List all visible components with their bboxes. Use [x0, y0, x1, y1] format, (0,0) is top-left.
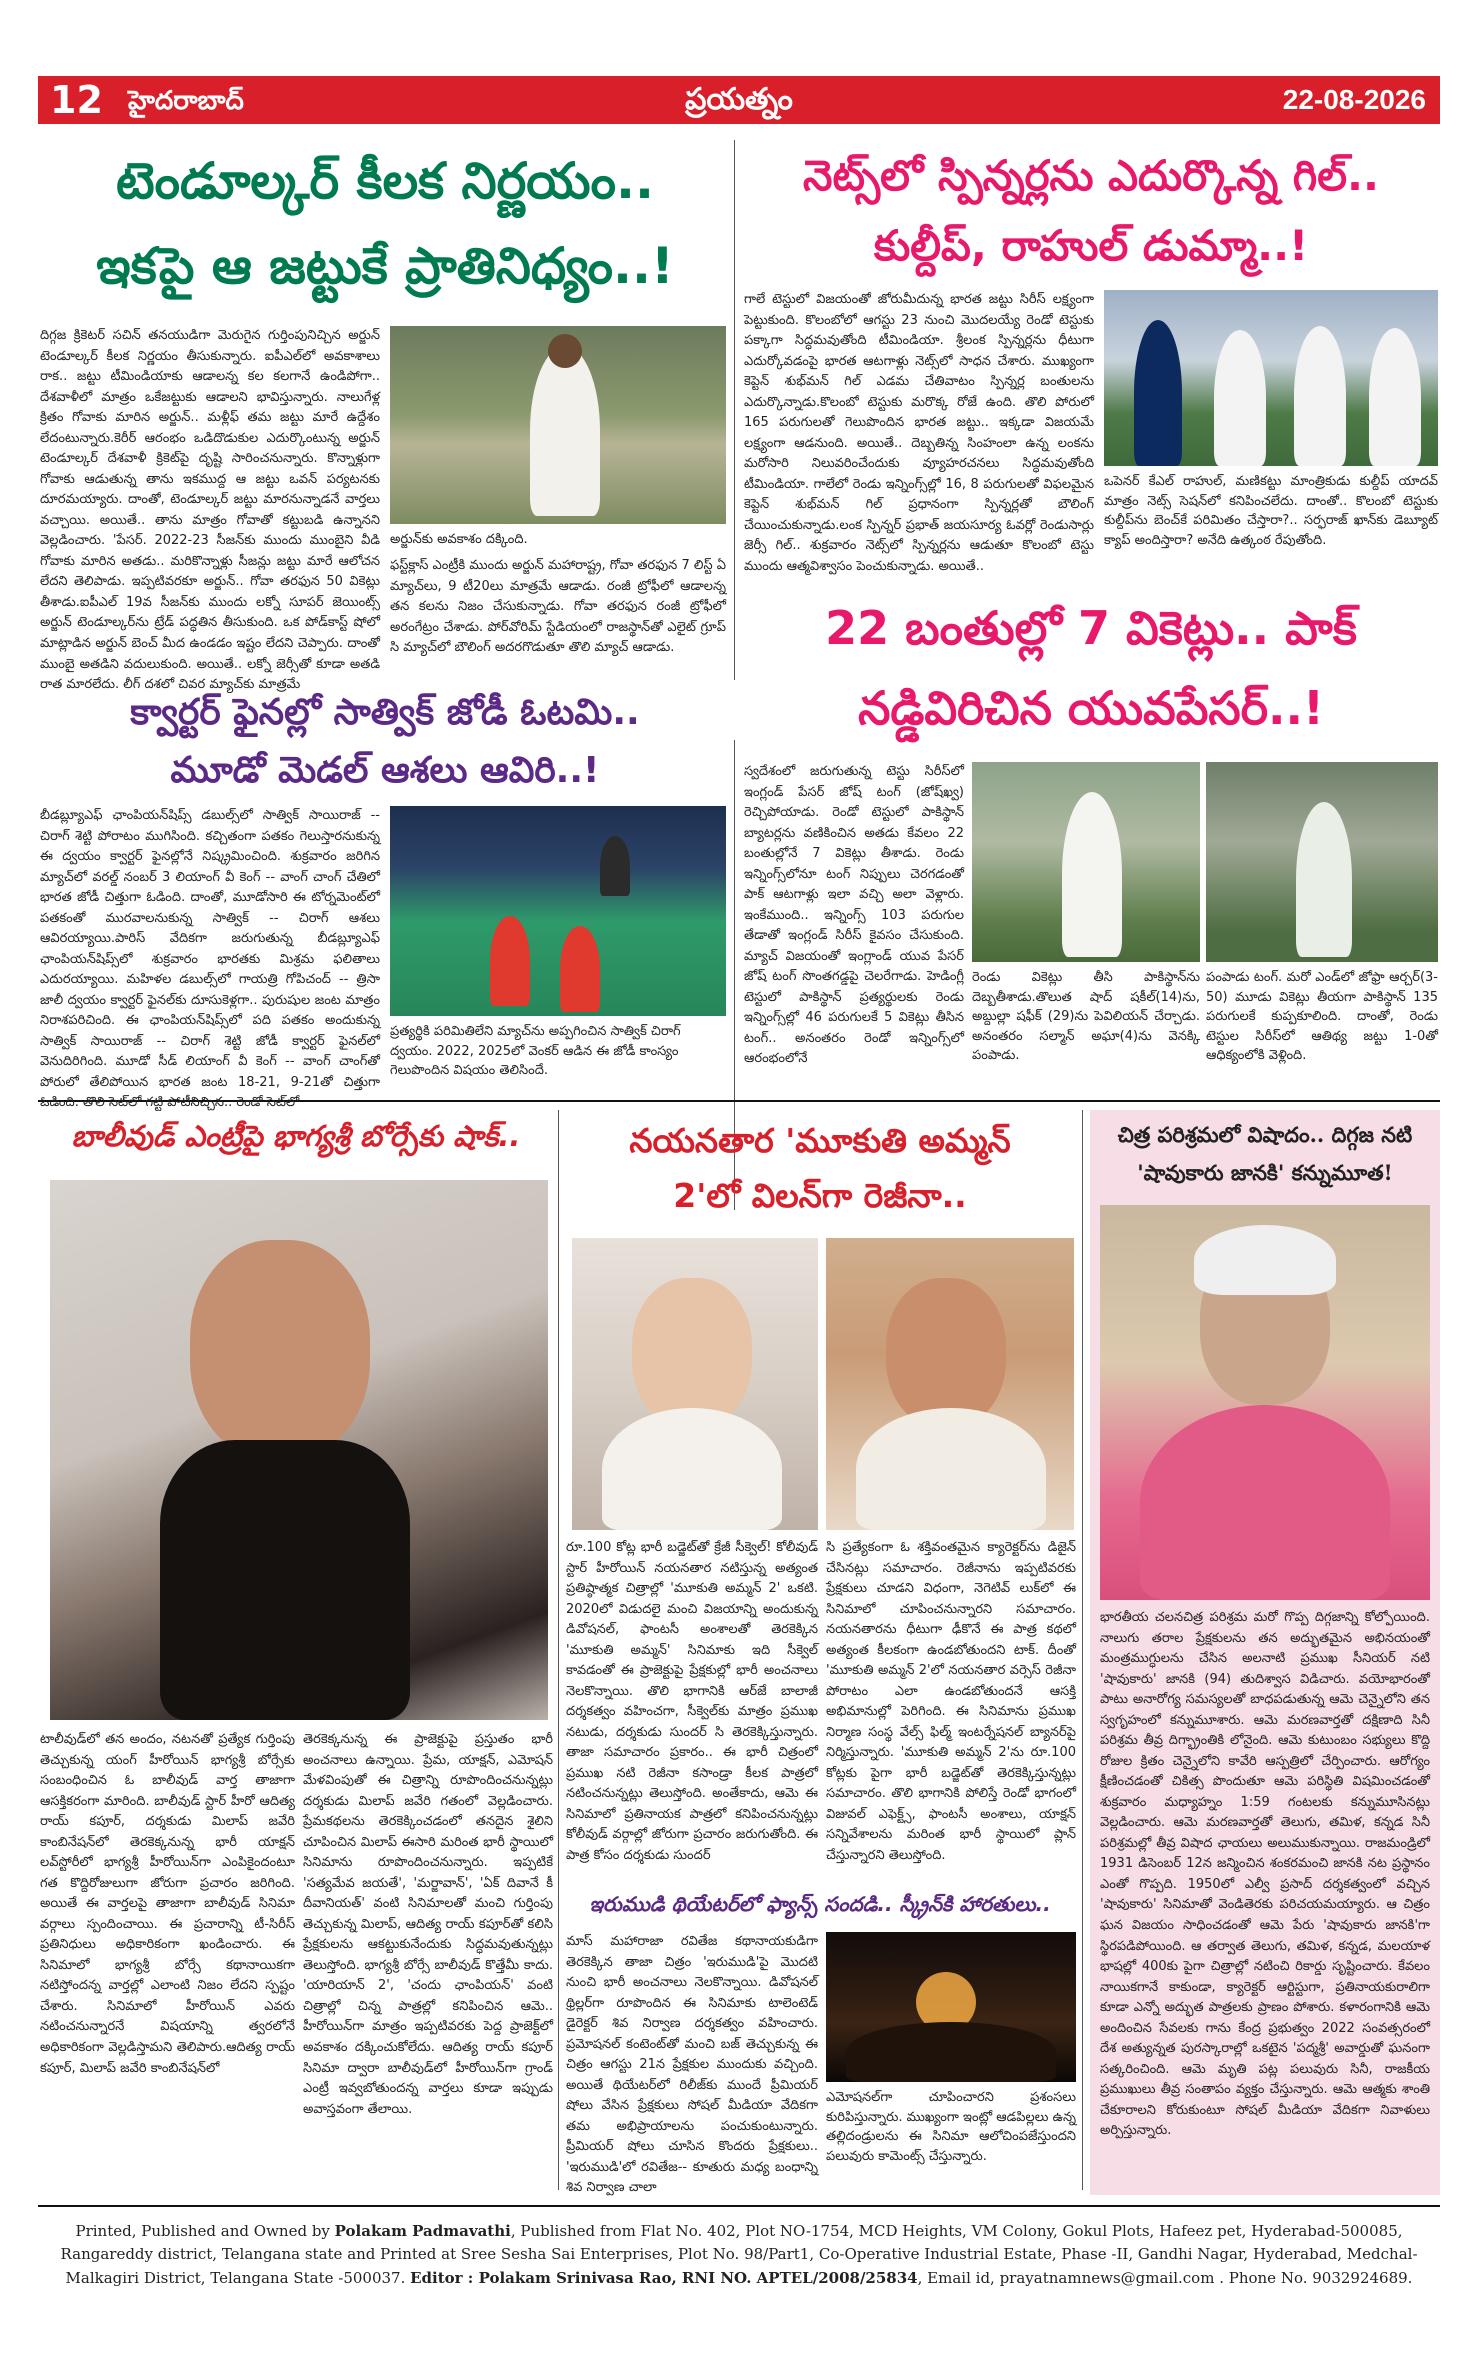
janaki-photo	[1100, 1205, 1430, 1600]
satwik-body: బీడబ్ల్యూఎఫ్ ఛాంపియన్‌షిప్స్ డబుల్స్‌లో సాత్విక్ సాయిరాజ్ -- చిరాగ్ శెట్టి పోరాటం ముగిసింది. కచ్చితంగా పతకం గెలుస్తారనుకున్న ఈ ద్వయం క్వార్టర్ ఫైనల్లోనే నిష్క్రమించింది. శుక్రవారం జరిగిన మ్యాచ్‌లో వరల్డ్ నంబర్ 3 లియాంగ్ వీ కెంగ్ -- వాంగ్ చాంగ్ చేతిలో భారత జోడీ చిత్తుగా ఓడింది. దాంతో, మూడోసారి ఈ టోర్నమెంట్‌లో పతకంతో మురవాలనుకున్న సాత్విక్ -- చిరాగ్ ఆశలు ఆవిరయ్యాయి.పారిస్ వేదికగా జరుగుతున్న బీడబ్ల్యూఎఫ్ ఛాంపియన్‌షిప్స్‌లో శుక్రవారం భారతకు మిశ్రమ ఫలితాలు ఎదురయ్యాయి. మహిళల డబుల్స్‌లో గాయత్రి గోపిచంద్ -- త్రిసా జాలీ ద్వయం క్వార్టర్ ఫైనల్‌కు దూసుకెళ్లగా.. పురుషుల జంట మాత్రం నిరాశపరిచింది. ఈ ఛాంపియన్‌షిప్స్‌లో పది పతకం అందుకున్న సాత్విక్ సాయిరాజ్ -- చిరాగ్ శెట్టి జోడీ క్వార్టర్ ఫైనల్‌లో వెనుదిరిగింది. మూడో సీడ్ లియాంగ్ వీ కెంగ్ -- వాంగ్ చాంగ్‌తో పోరులో తేలిపోయిన భారత జంట 18-21, 9-21తో చిత్తుగా ఓడింది. తొలి సెట్‌లో గట్టి పోటీనిచ్చిన.. రెండో సెట్‌లో	[40, 808, 380, 1111]
nayanthara-headline-2: 2'లో విలన్‌గా రెజీనా..	[673, 1176, 967, 1215]
masthead	[38, 76, 1440, 124]
gill-photo-caption: ఒపెనర్ కేఎల్ రాహుల్, మణికట్టు మాంత్రికుడు కుల్దీప్ యాదవ్ మాత్రం నెట్స్ సెషన్‌లో కనిపించలేదు. దాంతో.. కొలంబో టెస్టుకు కుల్దీప్‌ను బెంచ్‌కే పరిమితం చేస్తారా?.. సర్ఫరాజ్ ఖాన్‌కు డెబ్యూట్ క్యాప్ అందిస్తారా? అనేది ఉత్కంఠ రేపుతోంది.	[1104, 474, 1438, 548]
satwik-photo	[390, 806, 726, 1016]
theatre-photo	[826, 1932, 1076, 2082]
imprint-contact: , Email id, prayatnamnews@gmail.com . Phone No. 9032924689.	[917, 2268, 1413, 2287]
gill-headline-2: కుల్దీప్, రాహుల్ డుమ్మా..!	[873, 221, 1309, 270]
theatre-photo-caption: ఎమోషనల్‌గా చూపించారని ప్రశంసలు కురిపిస్తున్నారు. ముఖ్యంగా ఇంట్లో ఆడపిల్లలు ఉన్న తల్లిదండ్రులను ఈ సినిమా ఆలోచింపజేస్తుందని పలువురు కామెంట్స్ చేస్తున్నారు.	[826, 2090, 1076, 2164]
gill-body: గాలే టెస్టులో విజయంతో జోరుమీదున్న భారత జట్టు సిరీస్ లక్ష్యంగా పెట్టుకుంది. కొలంబోలో ఆగస్టు 23 నుంచి మొదలయ్యే రెండో టెస్టుకు పక్కాగా సిద్ధమవుతోంది టీమిండియా. శ్రీలంక స్పిన్నర్లను ధీటుగా ఎదుర్కోవడంపై భారత ఆటగాళ్లు నెట్స్‌లో సాధన చేశారు. ముఖ్యంగా కెప్టెన్ శుభ్‌మన్ గిల్ ఎడమ చేతివాటం స్పిన్నర్ల బంతులను ఎదుర్కొన్నాడు.కొలంబో టెస్టుకు మరొక్క రోజే ఉంది. తొలి పోరులో 165 పరుగులతో గెలుపొందిన భారత జట్టు.. ఇక్కడా విజయమే లక్ష్యంగా ఆడనుంది. అయితే.. దెబ్బతిన్న సింహంలా ఉన్న లంకను మరోసారి నిలువరించేందుకు వ్యూహరచనలు సిద్ధమవుతోంది టీమిండియా. గాలేలో రెండు ఇన్నింగ్స్‌ల్లో 16, 8 పరుగులతో విఫలమైన కెప్టెన్ శుభ్‌మన్ గిల్ ప్రధానంగా స్పిన్నర్లతో బౌలింగ్ చేయించుకున్నాడు.లంక స్పిన్నర్ ప్రభాత్ జయసూర్య ఓవర్లో రెండుసార్లు జెర్సీ గిల్.. శుక్రవారం నెట్స్‌లో స్పిన్నర్లను ఆడుతూ కొలంబో టెస్టు ముందు ఆత్మవిశ్వాసం పెంచుకున్నాడు. అయితే..	[744, 292, 1094, 574]
edition-city: హైదరాబాద్	[128, 86, 244, 116]
rni-number: , RNI NO. APTEL/2008/25834	[671, 2268, 918, 2287]
satwik-photo-caption: ప్రత్యర్థికి పరిమితిలేని మ్యాచ్‌ను అప్పగించిన సాత్విక్ చిరాగ్ ద్వయం. 2022, 2025లో వెంకర్ ఆడిన ఈ జోడీ కాంస్యం గెలుపొందిన విషయం తెలిసిందే.	[390, 1024, 681, 1078]
tongue-headline-1: 22 బంతుల్లో 7 వికెట్లు.. పాక్	[825, 601, 1357, 655]
bhagyashri-body-right: తెరకెక్కనున్న ఈ ప్రాజెక్టుపై ప్రస్తుతం భారీ అంచనాలు ఉన్నాయి. ప్రేమ, యాక్షన్, ఎమోషన్ మేళవింపుతో ఈ చిత్రాన్ని రూపొందించనున్నట్లు దర్శకుడు మిలాప్ జవేరి గతంలో వెల్లడించారు. ప్రేమకథలను తెరకెక్కించడంలో తనదైన శైలిని చూపించిన మిలాప్ ఈసారి మరింత భారీ స్థాయిలో సినిమాను రూపొందించనున్నారు. ఇప్పటికే 'సత్యమేవ జయతే', 'మర్జావాన్', 'ఏక్ దివానే కీ దీవానియత్' వంటి సినిమాలతో మంచి గుర్తింపు తెచ్చుకున్న మిలాప్, ఆదిత్య రాయ్ కపూర్‌తో కలిసి ప్రేక్షకులను ఆకట్టుకునేందుకు సిద్ధమవుతున్నట్లు తెలుస్తోంది. భాగ్యశ్రీ బోర్సే బాలీవుడ్ కొత్తేమీ కాదు. 'యారియాన్ 2', 'చందు ఛాంపియన్' వంటి చిత్రాల్లో చిన్న పాత్రల్లో కనిపించిన ఆమె.. హీరోయిన్‌గా మాత్రం ఇప్పటివరకు పెద్ద ప్రాజెక్ట్‌లో అవకాశం దక్కించుకోలేదు. ఆదిత్య రాయ్ కపూర్ సినిమా ద్వారా బాలీవుడ్‌లో హీరోయిన్‌గా గ్రాండ్ ఎంట్రీ ఇవ్వబోతుందన్న వార్తలు కూడా ఇప్పుడు అవాస్తవంగా తేలాయి.	[303, 1732, 553, 2117]
tongue-caption-right: పంపాడు టంగ్. మరో ఎండ్‌లో జోఫ్రా ఆర్చర్(3-50) మూడు వికెట్లు తీయగా పాకిస్థాన్ 135 పరుగులకే కుప్పకూలింది. దాంతో, రెండు టెస్టుల సిరీస్‌లో ఆతిథ్య జట్టు 1-0తో ఆధిక్యంలోకి వెళ్లింది.	[1206, 970, 1438, 1063]
footer-divider	[38, 2205, 1440, 2207]
editor-name: Editor : Polakam Srinivasa Rao	[410, 2268, 672, 2287]
tendulkar-body: దిగ్గజ క్రికెటర్ సచిన్ తనయుడిగా మెరుగైన గుర్తింపునిచ్చిన అర్జున్ టెండూల్కర్ కీలక నిర్ణయం తీసుకున్నారు. ఐపీఎల్‌లో అవకాశాలు రాక.. జట్టు టీమిండియాకు ఆడాలన్న కల కలగానే ఉండిపోగా.. దేశవాళీలో మాత్రం ఒకేజట్టుకు ఆడాలని భావిస్తున్నారు. నాలుగేళ్ల క్రితం గోవాకు మారిన అర్జున్.. మళ్లీఫ్ తమ జట్టు మారే ఉద్దేశం లేదంటున్నారు.కెరీర్ ఆరంభం ఒడిదొడుకుల ఎదుర్కొంటున్న అర్జున్ టెండూల్కర్ దేశవాళీ క్రికెట్‌పై దృష్టి సారించనున్నారు. కొన్నాళ్లుగా గోవాకు ఆడుతున్న తాను ఇకముద్ద ఆ జట్టు ఒవన్ పర్యటనకు దూరమయ్యారు. దాంతో, టెండూల్కర్ జట్టు మారనున్నాడనే వార్తలు వచ్చాయి. అయితే.. తాను మాత్రం గోవాతో కట్టుబడి ఉన్నానని వెల్లడించారు. 'పేసర్. 2022-23 సీజన్‌కు ముందు ముంబైని వీడి గోవాకు మారిన అతడు.. మరికొన్నాళ్లు సీజన్లు జట్టు మారే ఆలోచన లేదని తెలిపాడు. ఇప్పటివరకూ అర్జున్.. గోవా తరఫున 50 వికెట్లు తీశాడు.ఐపీఎల్ 19వ సీజన్‌కు ముందు లక్నో సూపర్ జెయింట్స్ అర్జున్ టెండూల్కర్‌ను ట్రేడ్ పద్ధతిన తీసుకుంది. ఒక పోడ్‌కాస్ట్ షోలో మాట్లాడిన అర్జున్ బెంచ్ మీద ఉండడం ఇష్టం లేదని చెప్పారు. దాంతో ముంబై అతడిని వదులుకుంది. అయితే.. లక్నో జెర్సీతో కూడా అతడి రాత మారలేదు. లీగ్ దశలో చివర మ్యాచ్‌కు మాత్రమే	[40, 328, 380, 693]
tendulkar-headline-1: టెండూల్కర్ కీలక నిర్ణయం..	[116, 152, 654, 210]
theatre-body: మాస్ మహారాజా రవితేజ కథానాయకుడిగా తెరకెక్కిన తాజా చిత్రం 'ఇరుముడి'పై మొదటి నుంచి భారీ అంచనాలు నెలకొన్నాయి. డివోషనల్ థ్రిల్లర్‌గా రూపొందిన ఈ సినిమాకు టాలెంటెడ్ డైరెక్టర్ శివ నిర్వాణ దర్శకత్వం వహించారు. ప్రమోషనల్ కంటెంట్‌తో మంచి బజ్ తెచ్చుకున్న ఈ చిత్రం ఆగస్టు 21న ప్రేక్షకుల ముందుకు వచ్చింది. అయితే థియేటర్‌లో రిలీజ్‌కు ముందే ప్రీమియర్ షోలు వేసిన ప్రేక్షకులు సోషల్ మీడియా వేదికగా తమ అభిప్రాయాలను పంచుకుంటున్నారు. ప్రీమియర్ షోలు చూసిన కొందరు ప్రేక్షకులు.. 'ఇరుముడి'లో రవితేజ-- కూతురు మధ్య బంధాన్ని శివ నిర్వాణ చాలా	[566, 1934, 818, 2196]
tongue-body: స్వదేశంలో జరుగుతున్న టెస్టు సిరీస్‌లో ఇంగ్లండ్ పేసర్ జోష్ టంగ్ (జోష్‌ఖ్వ) రెచ్చిపోయాడు. రెండో టెస్టులో పాకిస్థాన్ బ్యాటర్లను వణికించిన అతడు కేవలం 22 బంతుల్లోనే 7 వికెట్లు తీశాడు. రెండు ఇన్నింగ్స్‌లోనూ టంగ్ నిప్పులు చెరగడంతో పాక్ ఆటగాళ్లు ఇలా వచ్చి అలా వెళ్లారు. ఇంకేముంది.. ఇన్నింగ్స్ 103 పరుగుల తేడాతో ఇంగ్లండ్ సిరీస్ కైవసం చేసుకుంది. మ్యాచ్ విజయంతో ఇంగ్లాండ్ యువ పేసర్ జోష్ టంగ్ సొంతగడ్డపై చెలరేగాడు. హెడింగ్లీ టెస్టులో పాకిస్థాన్ ప్రత్యర్థులకు రెండు ఇన్నింగ్స్‌ల్లో 46 పరుగులకే 5 వికెట్లు తీసిన టంగ్.. అనంతరం రెండో ఇన్నింగ్స్‌లో ఆరంభంలోనే	[744, 764, 964, 1067]
satwik-headline-1: క్వార్టర్ ఫైనల్లో సాత్విక్ జోడీ ఓటమి..	[130, 692, 640, 733]
bhagyashri-headline: బాలీవుడ్ ఎంట్రీపై భాగ్యశ్రీ బోర్సేకు షాక్..	[71, 1119, 521, 1153]
regina-photo	[572, 1238, 818, 1530]
tendulkar-photo-caption: అర్జున్‌కు అవకాశం దక్కింది.	[390, 532, 528, 547]
tendulkar-headline-2: ఇకపై ఆ జట్టుకే ప్రాతినిధ్యం..!	[96, 237, 674, 295]
publisher-name: Polakam Padmavathi	[334, 2222, 511, 2240]
nayanthara-headline-1: నయనతార 'మూకుతి అమ్మన్	[629, 1121, 1011, 1160]
issue-date: 22-08-2026	[1282, 84, 1426, 115]
tongue-caption-left: రెండు వికెట్లు తీసి పాకిస్థాన్‌ను దెబ్బతీశాడు.తొలుత షాద్ షకీల్(14)ను, అబ్దుల్లా షఫీక్ (29)ను పెవిలియన్ చేర్చాడు. అనంతరం సల్మాన్ అఘా(4)ను వెనక్కి పంపాడు.	[972, 970, 1200, 1063]
satwik-headline-2: మూడో మెడల్ ఆశలు ఆవిరి..!	[170, 750, 600, 791]
imprint-text: Printed, Published and Owned by	[75, 2222, 335, 2240]
column-rule	[558, 1110, 559, 2190]
tongue-photo-left	[972, 762, 1200, 962]
imprint-footer	[38, 2220, 1440, 2320]
tendulkar-body-right: ఫస్ట్‌క్లాస్ ఎంట్రీకి ముందు అర్జున్ మహారాష్ట్ర, గోవా తరఫున 7 లిస్ట్ ఏ మ్యాచ్‌లు, 9 టీ20లు మాత్రమే ఆడాడు. రంజీ ట్రోఫీలో ఆడాలన్న తన కలను నిజం చేసుకున్నాడు. గోవా తరఫున రంజీ ట్రోఫీలో అరంగేట్రం చేశాడు. పోర్‌వోరిమ్ స్టేడియంలో రాజస్థాన్‌తో ఎలైట్ గ్రూప్ సి మ్యాచ్‌లో బౌలింగ్ అదరగొడుతూ తొలి మ్యాచ్ ఆడాడు.	[390, 558, 726, 656]
tongue-headline-2: నడ్డివిరిచిన యువపేసర్..!	[858, 681, 1324, 735]
gill-headline-1: నెట్స్‌లో స్పిన్నర్లను ఎదుర్కొన్న గిల్..	[803, 151, 1379, 200]
tendulkar-photo	[390, 326, 726, 524]
nayanthara-body-right: సి ప్రత్యేకంగా ఓ శక్తివంతమైన క్యారెక్టర్‌ను డిజైన్ చేసినట్లు సమాచారం. రెజీనాను ఇప్పటివరకు ప్రేక్షకులు చూడని విధంగా, నెగెటివ్ లుక్‌లో ఈ సినిమాలో చూపించనున్నారని సమాచారం. నయనతారను ధీటుగా ఢీకొనే ఈ పాత్ర కథలో అత్యంత కీలకంగా ఉండబోతుందని టాక్. దీంతో 'మూకుతి అమ్మన్ 2'లో నయనతార వర్సెస్ రెజీనా పోరాటం ఎలా ఉండబోతుందనే ఆసక్తి అభిమానుల్లో పెరిగింది. ఈ సినిమాను ప్రముఖ నిర్మాణ సంస్థ వేల్స్ ఫిల్మ్ ఇంటర్నేషనల్ బ్యానర్‌పై నిర్మిస్తున్నారు. 'మూకుతి అమ్మన్ 2'ను రూ.100 కోట్లకు పైగా భారీ బడ్జెట్‌తో తెరకెక్కిస్తున్నట్లు సమాచారం. తొలి భాగానికి పోలిస్తే రెండో భాగంలో విజువల్ ఎఫెక్ట్స్, ఫాంటసీ అంశాలు, యాక్షన్ సన్నివేశాలను మరింత భారీ స్థాయిలో ప్లాన్ చేస్తున్నారని తెలుస్తోంది.	[826, 1540, 1076, 1863]
nayanthara-photo	[826, 1238, 1074, 1530]
janaki-headline-2: 'షావుకారు జానకి' కన్నుమూత!	[1137, 1160, 1393, 1185]
imprint-address: , Published from Flat No. 402, Plot NO-1754, MCD Heights, VM Colony, Gokul Plots, Hafeez pet, Hyderabad-500085, Rangareddy district, Telangana state and Printed at Sree Sesha Sai Enterprises, Plot No. 98/Part1, Co-Operative Industrial Estate, Phase -II, Gandhi Nagar, Hyderabad, Medchal-Malkagiri District, Telangana State -500037.	[60, 2222, 1418, 2287]
bhagyashri-photo	[50, 1180, 548, 1720]
tongue-photo-right	[1206, 762, 1438, 962]
paper-name: ప్రయత్నం	[685, 82, 793, 117]
page-number: 12	[50, 78, 103, 122]
janaki-headline-1: చిత్ర పరిశ్రమలో విషాదం.. దిగ్గజ నటి	[1117, 1122, 1413, 1147]
column-rule	[734, 140, 735, 680]
janaki-body: భారతీయ చలనచిత్ర పరిశ్రమ మరో గొప్ప దిగ్గజాన్ని కోల్పోయింది. నాలుగు తరాల ప్రేక్షకులను తన అద్భుతమైన అభినయంతో మంత్రముగ్ధులను చేసిన అలనాటి ప్రముఖ సీనియర్ నటి 'షావుకారు' జానకి (94) తుదిశ్వాస విడిచారు. వయోభారంతో పాటు అనారోగ్య సమస్యలతో బాధపడుతున్న ఆమె చెన్నైలోని తన స్వగృహంలో కన్నుమూశారు. ఆమె మరణవార్తతో దక్షిణాది సినీ పరిశ్రమ తీవ్ర దిగ్భ్రాంతికి లోనైంది. ఆమె కుటుంబం సభ్యులు కొద్ది రోజుల క్రితం చెన్నైలోని కావేరి ఆస్పత్రిలో చేర్పించారు. ఆరోగ్యం క్షీణించడంతో చికిత్స పొందుతూ ఆమె పరిస్థితి విషమించడంతో శుక్రవారం మధ్యాహ్నం 1:59 గంటలకు కన్నుమూసినట్లు వెల్లడించారు. ఆమె మరణవార్తతో తెలుగు, తమిళ, కన్నడ సినీ పరిశ్రమల్లో తీవ్ర విషాద ఛాయలు అలుముకున్నాయి. రాజమండ్రిలో 1931 డిసెంబర్ 12న జన్మించిన శంకరమంచి జానకి నట ప్రస్థానం ఎంతో గొప్పది. 1950లో ఎల్వీ ప్రసాద్ దర్శకత్వంలో వచ్చిన 'షావుకారు' సినిమాతో వెండితెరకు పరిచయమయ్యారు. ఆ చిత్రం ఘన విజయం సాధించడంతో ఆమె పేరు 'షావుకారు జానకి'గా స్థిరపడిపోయింది. ఆ తర్వాత తెలుగు, తమిళ, కన్నడ, మలయాళ భాషల్లో 400కు పైగా చిత్రాల్లో నటించి రికార్డు సృష్టించారు. కేవలం నాయికగానే కాకుండా, క్యారెక్టర్ ఆర్టిస్టుగా, ప్రతినాయకురాలిగా కూడా ఎన్నో అద్భుత పాత్రలకు ప్రాణం పోశారు. కళారంగానికి ఆమె అందించిన సేవలకు గాను కేంద్ర ప్రభుత్వం 2022 సంవత్సరంలో దేశ అత్యున్నత పురస్కారాల్లో ఒకటైన 'పద్మశ్రీ' అవార్డుతో ఘనంగా సత్కరించింది. ఆమె మృతి పట్ల పలువురు సినీ, రాజకీయ ప్రముఖులు తీవ్ర సంతాపం వ్యక్తం చేస్తున్నారు. ఆమె ఆత్మకు శాంతి చేకూరాలని కోరుకుంటూ సోషల్ మీడియా వేదికగా నివాళులు అర్పిస్తున్నారు.	[1100, 1610, 1430, 2139]
nayanthara-body-left: రూ.100 కోట్ల భారీ బడ్జెట్‌తో క్రేజీ సీక్వెల్! కోలీవుడ్ స్టార్ హీరోయిన్ నయనతార నటిస్తున్న అత్యంత ప్రతిష్ఠాత్మక చిత్రాల్లో 'మూకుతి అమ్మన్ 2' ఒకటి. 2020లో విడుదలై మంచి విజయాన్ని అందుకున్న డివోషనల్, ఫాంటసీ అంశాలతో తెరకెక్కిన 'మూకుతి అమ్మన్' సినిమాకు ఇది సీక్వెల్ కావడంతో ఈ ప్రాజెక్టుపై ప్రేక్షకుల్లో భారీ అంచనాలు నెలకొన్నాయి. తొలి భాగానికి ఆర్‌జే బాలాజీ దర్శకత్వం వహించగా, సీక్వెల్‌కు మాత్రం ప్రముఖ నటుడు, దర్శకుడు సుందర్ సి తెరకెక్కిస్తున్నారు. తాజా సమాచారం ప్రకారం.. ఈ భారీ చిత్రంలో ప్రముఖ నటి రెజీనా కసాండ్రా కీలక పాత్రలో నటించనున్నట్లు తెలుస్తోంది. అంతేకాదు, ఆమె ఈ సినిమాలో ప్రతినాయక పాత్రలో కనిపించనున్నట్లు కోలీవుడ్ వర్గాల్లో జోరుగా ప్రచారం జరుగుతోంది. ఈ పాత్ర కోసం దర్శకుడు సుందర్	[566, 1540, 818, 1863]
theatre-headline: ఇరుముడి థియేటర్‌లో ఫ్యాన్స్ సందడి.. స్క్రీన్‌కి హారతులు..	[589, 1892, 1051, 1916]
bhagyashri-body-left: టాలీవుడ్‌లో తన అందం, నటనతో ప్రత్యేక గుర్తింపు తెచ్చుకున్న యంగ్ హీరోయిన్ భాగ్యశ్రీ బోర్సేకు సంబంధించిన ఓ బాలీవుడ్ వార్త తాజాగా ఆసక్తికరంగా మారింది. బాలీవుడ్ స్టార్ హీరో ఆదిత్య రాయ్ కపూర్, దర్శకుడు మిలాప్ జవేరి కాంబినేషన్‌లో తెరకెక్కనున్న భారీ యాక్షన్ లవ్‌స్టోరీలో భాగ్యశ్రీ హీరోయిన్‌గా ఎంపికైందంటూ గత కొద్దిరోజులుగా జోరుగా ప్రచారం జరిగింది. అయితే ఈ వార్తలపై తాజాగా బాలీవుడ్ సినిమా వర్గాలు స్పందించాయి. ఈ ప్రచారాన్ని టీ-సిరీస్ ప్రతినిధులు అధికారికంగా ఖండించారు. ఈ సినిమాలో భాగ్యశ్రీ బోర్సే కథానాయికగా నటిస్తోందన్న వార్తల్లో ఎలాంటి నిజం లేదని స్పష్టం చేశారు. సినిమాలో హీరోయిన్ ఎవరు నటించనున్నారనే విషయాన్ని త్వరలోనే అధికారికంగా వెల్లడిస్తామని తెలిపారు.ఆదిత్య రాయ్ కపూర్, మిలాప్ జవేరి కాంబినేషన్‌లో	[40, 1732, 295, 2076]
gill-photo	[1104, 290, 1438, 466]
column-rule	[1082, 1110, 1083, 2190]
